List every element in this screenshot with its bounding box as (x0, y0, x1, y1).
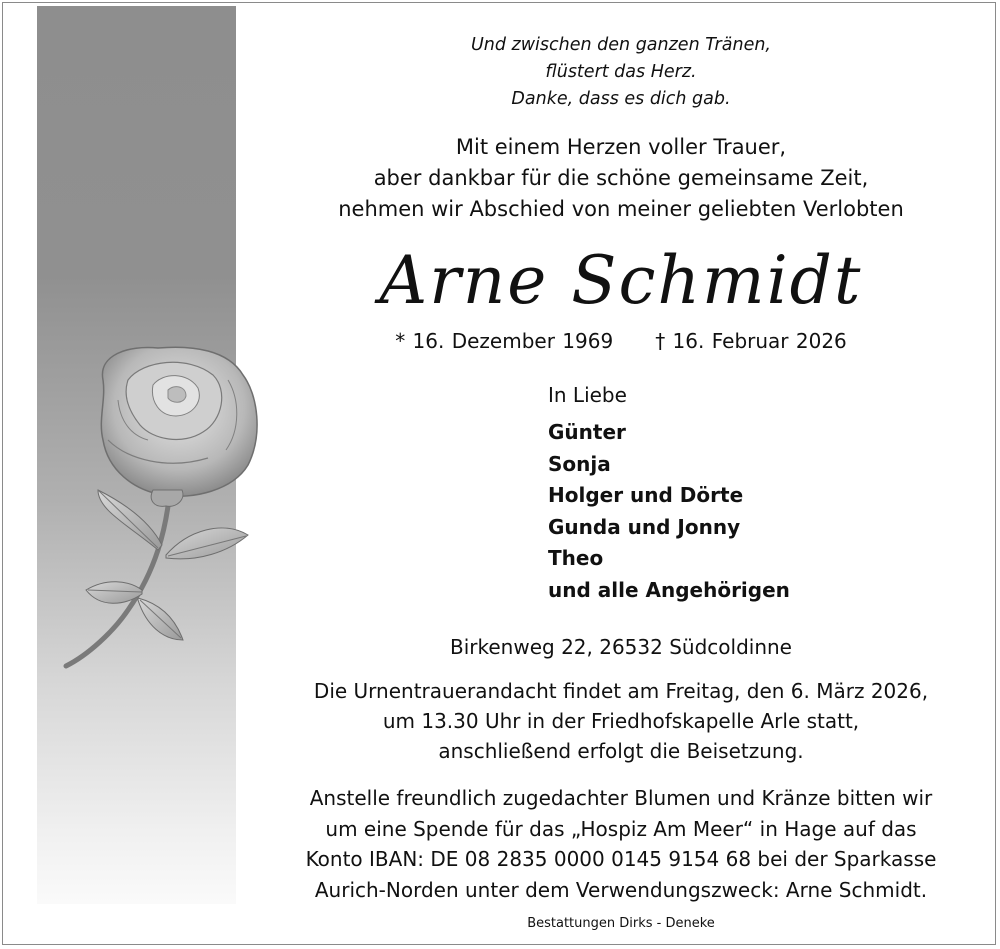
mourner-name: und alle Angehörigen (548, 577, 790, 602)
address: Birkenweg 22, 26532 Südcoldinne (450, 635, 792, 659)
donation-request (236, 783, 1000, 905)
service-line: anschließend erfolgt die Beisetzung. (438, 739, 804, 763)
poem (236, 32, 1000, 113)
donation-line: Konto IBAN: DE 08 2835 0000 0145 9154 68 bei der Sparkasse (305, 847, 937, 871)
mourner-name: Günter (548, 420, 626, 444)
deceased-name: Arne Schmidt (379, 242, 863, 319)
service-line: um 13.30 Uhr in der Friedhofskapelle Arle statt, (382, 709, 860, 733)
mourner-name: Holger und Dörte (548, 483, 744, 507)
donation-line: Anstelle freundlich zugedachter Blumen und Kränze bitten wir (309, 786, 933, 810)
poem-line: flüstert das Herz. (545, 62, 697, 82)
death-date: † 16. Februar 2026 (655, 329, 847, 353)
service-line: Die Urnentrauerandacht findet am Freitag, den 6. März 2026, (313, 679, 929, 703)
service-info (236, 676, 1000, 766)
mourners-lead: In Liebe (548, 383, 627, 407)
mourners-list (548, 380, 790, 606)
intro-text (236, 132, 1000, 225)
mourner-name: Theo (548, 546, 604, 570)
donation-line: um eine Spende für das „Hospiz Am Meer“ in Hage auf das (325, 816, 917, 841)
intro-line: nehmen wir Abschied von meiner geliebten Verlobten (338, 197, 904, 221)
intro-line: Mit einem Herzen voller Trauer, (455, 135, 787, 159)
poem-line: Danke, dass es dich gab. (511, 89, 731, 109)
life-dates (236, 326, 1000, 356)
poem-line: Und zwischen den ganzen Tränen, (470, 35, 771, 55)
mourner-name: Gunda und Jonny (548, 514, 741, 539)
birth-date: * 16. Dezember 1969 (395, 329, 614, 353)
rose-image (58, 340, 273, 670)
funeral-home: Bestattungen Dirks - Deneke (527, 916, 715, 931)
mourner-name: Sonja (548, 451, 611, 476)
intro-line: aber dankbar für die schöne gemeinsame Zeit, (373, 166, 869, 190)
donation-line: Aurich-Norden unter dem Verwendungszweck: Arne Schmidt. (314, 877, 928, 902)
